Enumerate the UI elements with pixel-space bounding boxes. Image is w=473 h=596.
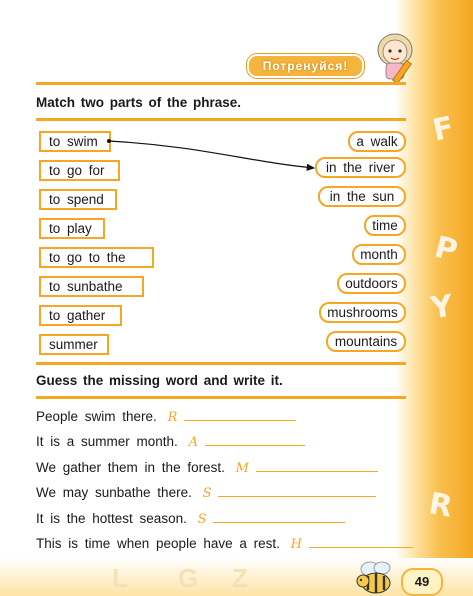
- sentence-row: [36, 433, 305, 450]
- sentence-text: It is the hottest season.: [36, 511, 187, 526]
- bee-icon: [350, 559, 400, 595]
- decor-letter: R: [426, 486, 455, 525]
- sentence-row: [36, 459, 378, 476]
- phrase-right-item[interactable]: mountains: [326, 331, 406, 352]
- phrase-right-item[interactable]: in the river: [315, 157, 406, 178]
- sentence-row: [36, 408, 296, 425]
- phrase-right-item[interactable]: month: [352, 244, 406, 265]
- task-2-title: Guess the missing word and write it.: [36, 373, 283, 388]
- sentence-row: [36, 510, 345, 527]
- decor-letter: Y: [428, 288, 456, 327]
- sentence-row: [36, 535, 413, 552]
- phrase-left-item[interactable]: to gather: [39, 305, 122, 326]
- sentence-text: We may sunbathe there.: [36, 485, 192, 500]
- answer-blank[interactable]: [309, 535, 413, 548]
- phrase-left-item[interactable]: to go to the: [39, 247, 154, 268]
- decor-letter: L: [112, 563, 128, 593]
- page-number: 49: [401, 568, 443, 596]
- sentence-row: [36, 484, 376, 501]
- answer-blank[interactable]: [256, 459, 378, 472]
- answer-blank[interactable]: [213, 510, 345, 523]
- hint-letter: S: [202, 486, 212, 501]
- phrase-right-item[interactable]: mushrooms: [319, 302, 406, 323]
- hint-letter: H: [290, 537, 302, 552]
- phrase-left-item[interactable]: to spend: [39, 189, 117, 210]
- phrase-left-item[interactable]: to swim: [39, 131, 111, 152]
- decor-letter: Z: [232, 563, 248, 593]
- decor-letter: F: [429, 110, 457, 149]
- hint-letter: R: [167, 410, 178, 425]
- phrase-left-item[interactable]: to play: [39, 218, 105, 239]
- decor-letter: P: [431, 229, 461, 270]
- divider: [36, 396, 406, 399]
- sentence-text: This is time when people have a rest.: [36, 536, 280, 551]
- hint-letter: S: [197, 512, 207, 527]
- divider: [36, 362, 406, 365]
- answer-blank[interactable]: [218, 484, 376, 497]
- phrase-right-item[interactable]: a walk: [348, 131, 406, 152]
- answer-blank[interactable]: [184, 408, 296, 421]
- phrase-right-item[interactable]: time: [364, 215, 406, 236]
- sentence-text: People swim there.: [36, 409, 157, 424]
- hint-letter: M: [235, 461, 249, 476]
- sentence-text: It is a summer month.: [36, 434, 178, 449]
- phrase-left-item[interactable]: to sunbathe: [39, 276, 144, 297]
- phrase-right-item[interactable]: in the sun: [318, 186, 406, 207]
- task-1-title: Match two parts of the phrase.: [36, 95, 242, 110]
- answer-blank[interactable]: [205, 433, 305, 446]
- decor-letter: G: [178, 563, 199, 593]
- phrase-right-item[interactable]: outdoors: [337, 273, 406, 294]
- hint-letter: A: [188, 435, 198, 450]
- section-badge: Потренуйся!: [247, 54, 364, 78]
- phrase-left-item[interactable]: to go for: [39, 160, 120, 181]
- phrase-left-item[interactable]: summer: [39, 334, 109, 355]
- sentence-text: We gather them in the forest.: [36, 460, 225, 475]
